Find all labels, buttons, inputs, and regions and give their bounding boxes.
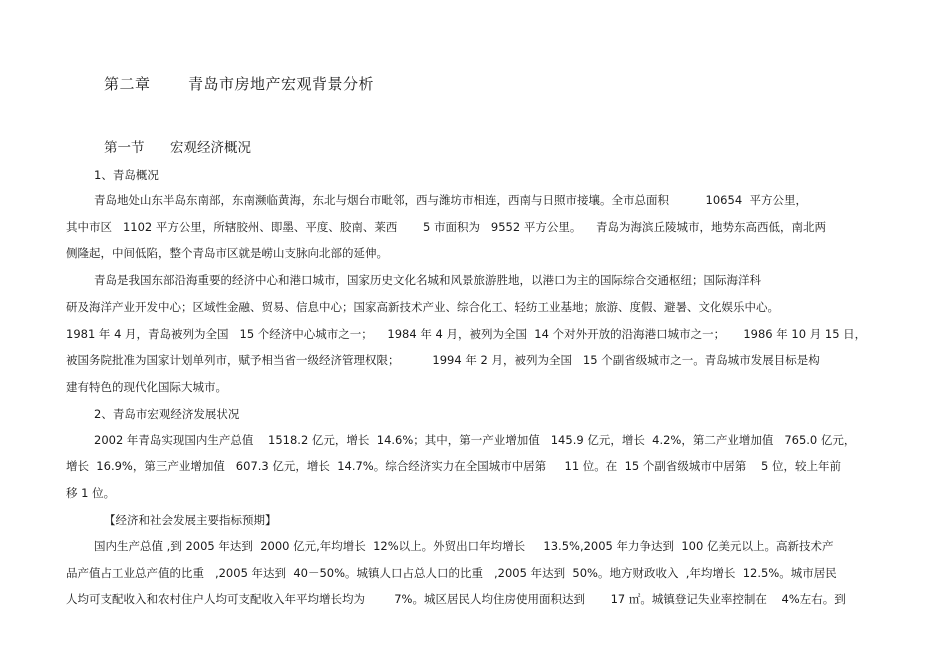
- subsection-heading-2: 2、青岛市宏观经济发展状况: [94, 407, 240, 421]
- chapter-title: [104, 73, 374, 94]
- chapter-name: 青岛市房地产宏观背景分析: [188, 75, 375, 93]
- paragraph-line: 品产值占工业总产值的比重 ,2005 年达到 40－50%。城镇人口占总人口的比重 ,2005 年达到 50%。地方财政收入 ,年均增长 12.5%。城市居民: [66, 566, 837, 580]
- paragraph-line: 增长 16.9%，第三产业增加值 607.3 亿元，增长 14.7%。综合经济实力在全国城市中居第 11 位。在 15 个副省级城市中居第 5 位，较上年前: [66, 459, 841, 473]
- section-name: 宏观经济概况: [170, 140, 251, 156]
- paragraph-line: 被国务院批准为国家计划单列市，赋予相当省一级经济管理权限； 1994 年 2 月，被列为全国 15 个副省级城市之一。青岛城市发展目标是构: [66, 353, 820, 367]
- paragraph-line: 青岛地处山东半岛东南部，东南濒临黄海，东北与烟台市毗邻，西与潍坊市相连，西南与日照市接壤。全市总面积 10654 平方公里，: [94, 193, 807, 207]
- paragraph-line: 建有特色的现代化国际大城市。: [66, 380, 227, 394]
- paragraph-line: 人均可支配收入和农村住户人均可支配收入年平均增长均为 7%。城区居民人均住房使用面积达到 17 ㎡。城镇登记失业率控制在 4%左右。到: [66, 592, 846, 606]
- paragraph-line: 侧隆起，中间低陷，整个青岛市区就是崂山支脉向北部的延伸。: [66, 246, 388, 260]
- paragraph-line: 1981 年 4 月，青岛被列为全国 15 个经济中心城市之一； 1984 年 4 月，被列为全国 14 个对外开放的沿海港口城市之一； 1986 年 10 月 15 日，: [66, 327, 867, 341]
- paragraph-line: 青岛是我国东部沿海重要的经济中心和港口城市，国家历史文化名城和风景旅游胜地，以港口为主的国际综合交通枢纽；国际海洋科: [94, 273, 761, 287]
- paragraph-line: 2002 年青岛实现国内生产总值 1518.2 亿元，增长 14.6%；其中，第一产业增加值 145.9 亿元，增长 4.2%，第二产业增加值 765.0 亿元，: [94, 433, 856, 447]
- chapter-number: 第二章: [104, 75, 151, 93]
- paragraph-line: 其中市区 1102 平方公里，所辖胶州、即墨、平度、胶南、莱西 5 市面积为 9552 平方公里。 青岛为海滨丘陵城市，地势东高西低，南北两: [66, 220, 826, 234]
- paragraph-line: 移 1 位。: [66, 486, 116, 500]
- section-title: [104, 136, 251, 156]
- subsection-heading-1: 1、青岛概况: [94, 168, 159, 182]
- paragraph-line: 国内生产总值 ,到 2005 年达到 2000 亿元,年均增长 12%以上。外贸出口年均增长 13.5%,2005 年力争达到 100 亿美元以上。高新技术产: [94, 539, 834, 553]
- indicator-heading: 【经济和社会发展主要指标预期】: [104, 513, 277, 527]
- paragraph-line: 研及海洋产业开发中心；区域性金融、贸易、信息中心；国家高新技术产业、综合化工、轻纺工业基地；旅游、度假、避暑、文化娱乐中心。: [66, 300, 779, 314]
- section-number: 第一节: [104, 140, 145, 156]
